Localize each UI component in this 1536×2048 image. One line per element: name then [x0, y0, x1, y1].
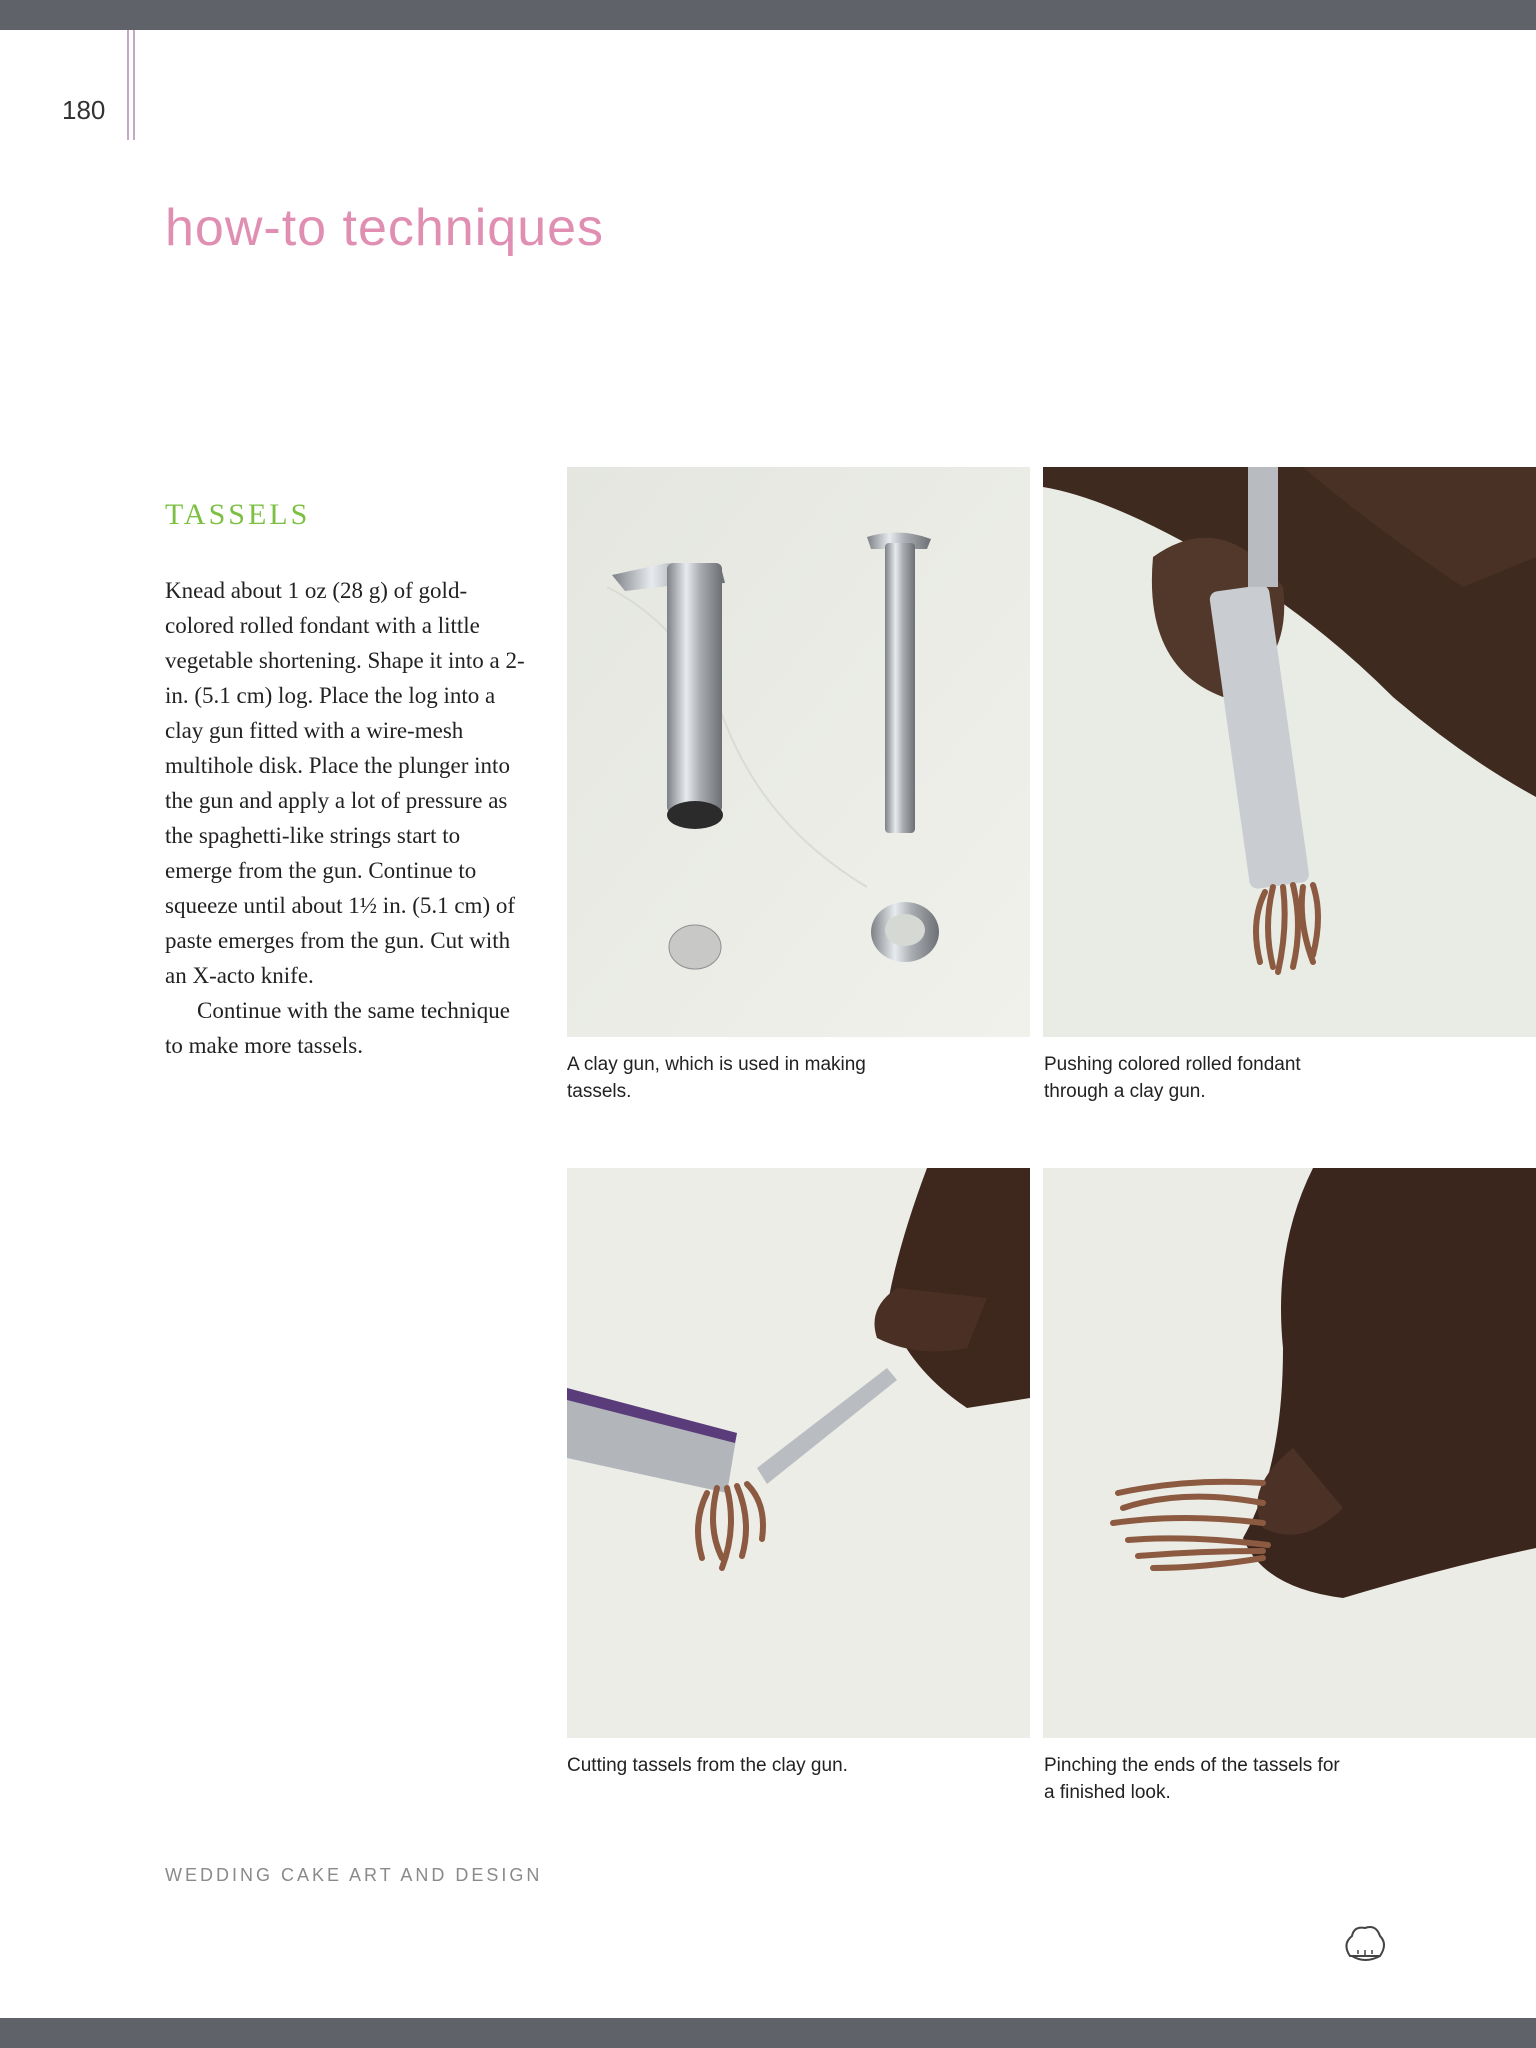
photo-cutting-tassels: [567, 1168, 1030, 1738]
photo-pushing-fondant: [1043, 467, 1536, 1037]
decorative-rule: [133, 30, 135, 140]
photo-caption: A clay gun, which is used in making tassels.: [567, 1054, 866, 1102]
page-number: 180: [62, 95, 106, 125]
chef-hat-icon: [1340, 1920, 1390, 1970]
running-footer: WEDDING CAKE ART AND DESIGN: [165, 1865, 543, 1885]
photo-pinching-tassels: [1043, 1168, 1536, 1738]
bottom-frame-bar: [0, 2018, 1536, 2048]
body-paragraph: Knead about 1 oz (28 g) of gold-colored rolled fondant with a little vegetable shortening. Shape it into a 2-in. (5.1 cm) log. Place the log into a clay gun fitted with a wire-mesh multihole disk. Place the plunger into the gun and apply a lot of pressure as the spaghetti-like strings start to emerge from the gun. Continue to squeeze until about 1½ in. (5.1 cm) of paste emerges from the gun. Cut with an X-acto knife.: [165, 578, 525, 988]
article-body: [165, 573, 527, 1063]
photo-caption: Cutting tassels from the clay gun.: [567, 1755, 848, 1776]
top-frame-bar: [0, 0, 1536, 30]
section-title: how-to techniques: [165, 199, 605, 257]
photo-clay-gun-parts: [567, 467, 1030, 1037]
photo-caption: Pushing colored rolled fondant through a clay gun.: [1044, 1054, 1301, 1102]
article-heading: TASSELS: [165, 498, 311, 531]
decorative-rule: [127, 30, 129, 140]
body-paragraph: Continue with the same technique to make more tassels.: [165, 998, 510, 1058]
photo-caption: Pinching the ends of the tassels for a finished look.: [1044, 1755, 1340, 1803]
